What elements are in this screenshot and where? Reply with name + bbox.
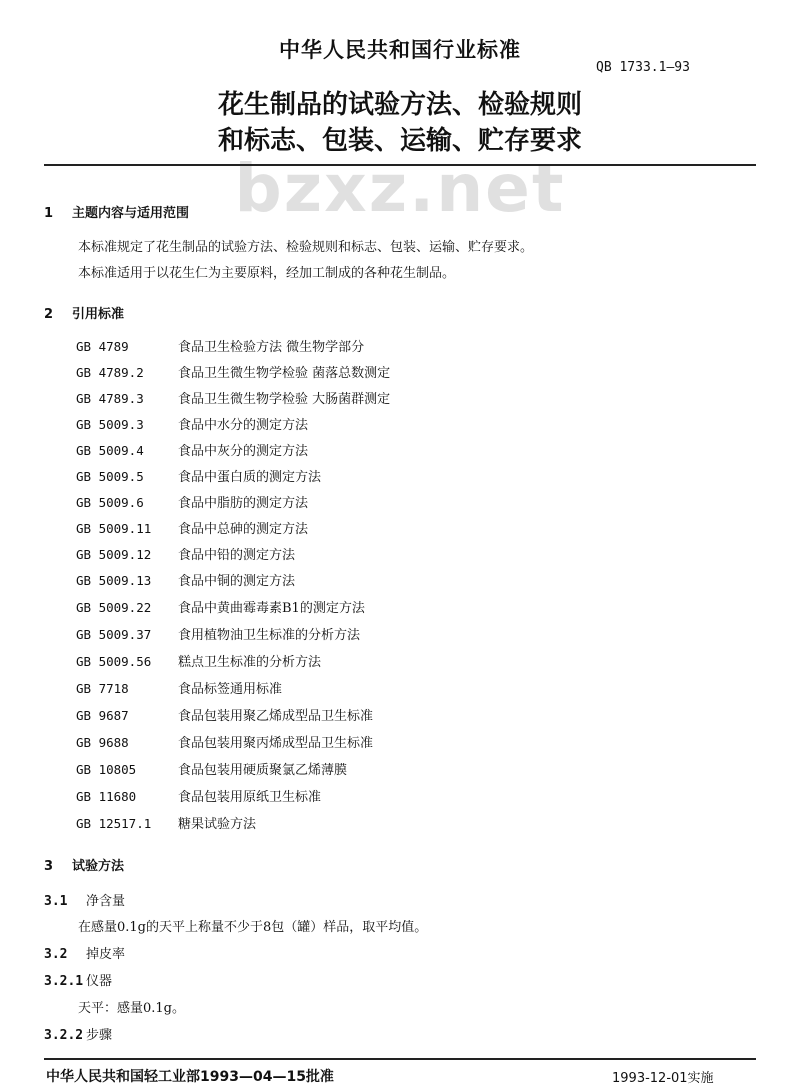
section-1-number: 1 [44, 206, 54, 221]
section-2-number: 2 [44, 307, 54, 322]
reference-item: GB 5009.6 食品中脂肪的测定方法 [76, 495, 309, 511]
reference-item: GB 5009.11 食品中总砷的测定方法 [76, 521, 309, 537]
section-2-title: 引用标准 [72, 307, 125, 322]
reference-item: GB 5009.56 糕点卫生标准的分析方法 [76, 654, 322, 670]
reference-item: GB 9687 食品包装用聚乙烯成型品卫生标准 [76, 708, 374, 724]
subsection-3-2-heading: 3.2 掉皮率 [44, 947, 126, 962]
reference-item: GB 5009.22 食品中黄曲霉毒素B1的测定方法 [76, 600, 365, 616]
implementation-date: 1993-12-01实施 [612, 1071, 714, 1086]
section-2-heading [44, 303, 124, 322]
subsection-3-1-heading: 3.1 净含量 [44, 894, 126, 909]
reference-item: GB 12517.1 糖果试验方法 [76, 816, 257, 832]
subsection-3-2-2-heading: 3.2.2 步骤 [44, 1028, 113, 1043]
section-1-title: 主题内容与适用范围 [72, 206, 190, 221]
reference-item: GB 4789 食品卫生检验方法 微生物学部分 [76, 339, 365, 355]
footer-divider [44, 1058, 756, 1060]
approval-note: 中华人民共和国轻工业部1993—04—15批准 [46, 1069, 334, 1085]
section-3-number: 3 [44, 859, 54, 874]
reference-item: GB 5009.4 食品中灰分的测定方法 [76, 443, 309, 459]
reference-item: GB 4789.3 食品卫生微生物学检验 大肠菌群测定 [76, 391, 391, 407]
document-title-line2: 和标志、包装、运输、贮存要求 [217, 126, 582, 156]
section-3-title: 试验方法 [72, 859, 125, 874]
section-1-paragraph-2: 本标准适用于以花生仁为主要原料，经加工制成的各种花生制品。 [78, 266, 456, 281]
subsection-3-2-1-heading: 3.2.1 仪器 [44, 974, 113, 989]
reference-item: GB 5009.3 食品中水分的测定方法 [76, 417, 309, 433]
ministry-heading: 中华人民共和国行业标准 [279, 38, 521, 62]
subsection-3-2-1-text: 天平：感量0.1g。 [78, 1001, 185, 1016]
reference-item: GB 5009.12 食品中铅的测定方法 [76, 547, 296, 563]
reference-item: GB 5009.5 食品中蛋白质的测定方法 [76, 469, 322, 485]
watermark: bzxz.net [234, 150, 566, 227]
reference-item: GB 11680 食品包装用原纸卫生标准 [76, 789, 322, 805]
section-1-paragraph-1: 本标准规定了花生制品的试验方法、检验规则和标志、包装、运输、贮存要求。 [78, 240, 534, 255]
section-3-heading [44, 855, 124, 874]
reference-item: GB 7718 食品标签通用标准 [76, 681, 283, 697]
reference-item: GB 5009.37 食用植物油卫生标准的分析方法 [76, 627, 361, 643]
reference-item: GB 5009.13 食品中铜的测定方法 [76, 573, 296, 589]
standard-number: QB 1733.1—93 [596, 60, 690, 75]
document-title-line1: 花生制品的试验方法、检验规则 [217, 90, 582, 120]
reference-item: GB 10805 食品包装用硬质聚氯乙烯薄膜 [76, 762, 348, 778]
reference-item: GB 9688 食品包装用聚丙烯成型品卫生标准 [76, 735, 374, 751]
subsection-3-1-text: 在感量0.1g的天平上称量不少于8包（罐）样品，取平均值。 [78, 920, 428, 935]
header-divider [44, 164, 756, 166]
reference-item: GB 4789.2 食品卫生微生物学检验 菌落总数测定 [76, 365, 391, 381]
section-1-heading [44, 202, 189, 221]
